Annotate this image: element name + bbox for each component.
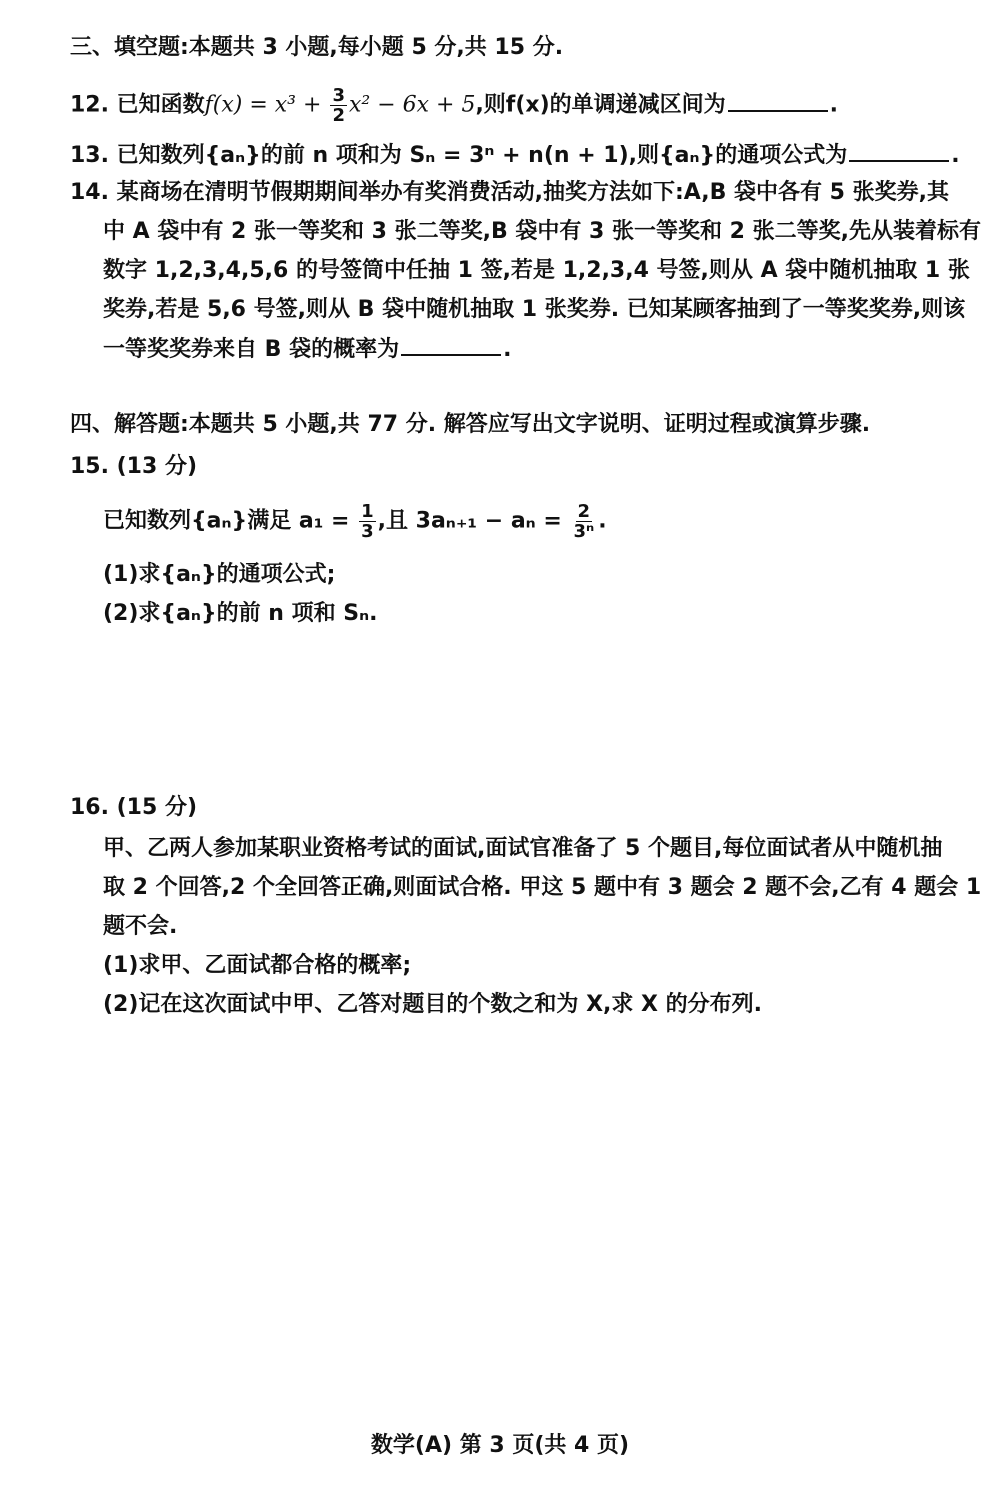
question-14-line3: 数字 1,2,3,4,5,6 的号签筒中任抽 1 签,若是 1,2,3,4 号签,则从 A 袋中随机抽取 1 张 [103, 258, 970, 283]
question-16-number: 16. (15 分) [70, 795, 198, 820]
fraction-1-3: $\frac{1}{3}$ [361, 501, 374, 542]
question-16-line1: 甲、乙两人参加某职业资格考试的面试,面试官准备了 5 个题目,每位面试者从中随机抽 [103, 836, 943, 861]
question-16-line2: 取 2 个回答,2 个全回答正确,则面试合格. 甲这 5 题中有 3 题会 2 题不会,乙有 4 题会 1 [103, 875, 982, 900]
answer-blank-13[interactable] [849, 140, 949, 162]
question-14-line4: 奖券,若是 5,6 号签,则从 B 袋中随机抽取 1 张奖券. 已知某顾客抽到了一等奖奖券,则该 [103, 297, 966, 322]
question-14-line2: 中 A 袋中有 2 张一等奖和 3 张二等奖,B 袋中有 3 张一等奖和 2 张二等奖,先从装着标有 [103, 219, 981, 244]
section4-header: 四、解答题:本题共 5 小题,共 77 分. 解答应写出文字说明、证明过程或演算步骤. [70, 412, 871, 437]
question-15-part2: (2)求{aₙ}的前 n 项和 Sₙ. [103, 601, 378, 626]
question-15-stem: 已知数列{aₙ}满足 a₁ = $\frac{1}{3}$ ,且 3aₙ₊₁ − aₙ = $\frac{2}{\text{3ⁿ}}$ . [103, 501, 607, 542]
question-12: 12. 已知函数f(x) = x³ + $\frac{3}{2}$ x² − 6x + 5,则f(x)的单调递减区间为 . [70, 85, 839, 126]
question-16-part1: (1)求甲、乙面试都合格的概率; [103, 953, 412, 978]
question-13: 13. 已知数列{aₙ}的前 n 项和为 Sₙ = 3ⁿ + n(n + 1),则{aₙ}的通项公式为 . [70, 140, 960, 171]
fraction-2-3n: $\frac{2}{\text{3ⁿ}}$ [573, 501, 595, 542]
page-footer: 数学(A) 第 3 页(共 4 页) [370, 1433, 630, 1458]
question-15-number: 15. (13 分) [70, 454, 198, 479]
answer-blank-12[interactable] [728, 90, 828, 112]
answer-blank-14[interactable] [401, 334, 501, 356]
question-16-part2: (2)记在这次面试中甲、乙答对题目的个数之和为 X,求 X 的分布列. [103, 992, 763, 1017]
question-15-part1: (1)求{aₙ}的通项公式; [103, 562, 336, 587]
question-16-line3: 题不会. [103, 914, 178, 939]
question-14-line1: 14. 某商场在清明节假期期间举办有奖消费活动,抽奖方法如下:A,B 袋中各有 5 张奖券,其 [70, 180, 949, 205]
question-14-line5: 一等奖奖券来自 B 袋的概率为 . [103, 334, 960, 365]
section3-header: 三、填空题:本题共 3 小题,每小题 5 分,共 15 分. [70, 35, 564, 60]
fraction-3-2: $\frac{3}{2}$ [332, 85, 345, 126]
